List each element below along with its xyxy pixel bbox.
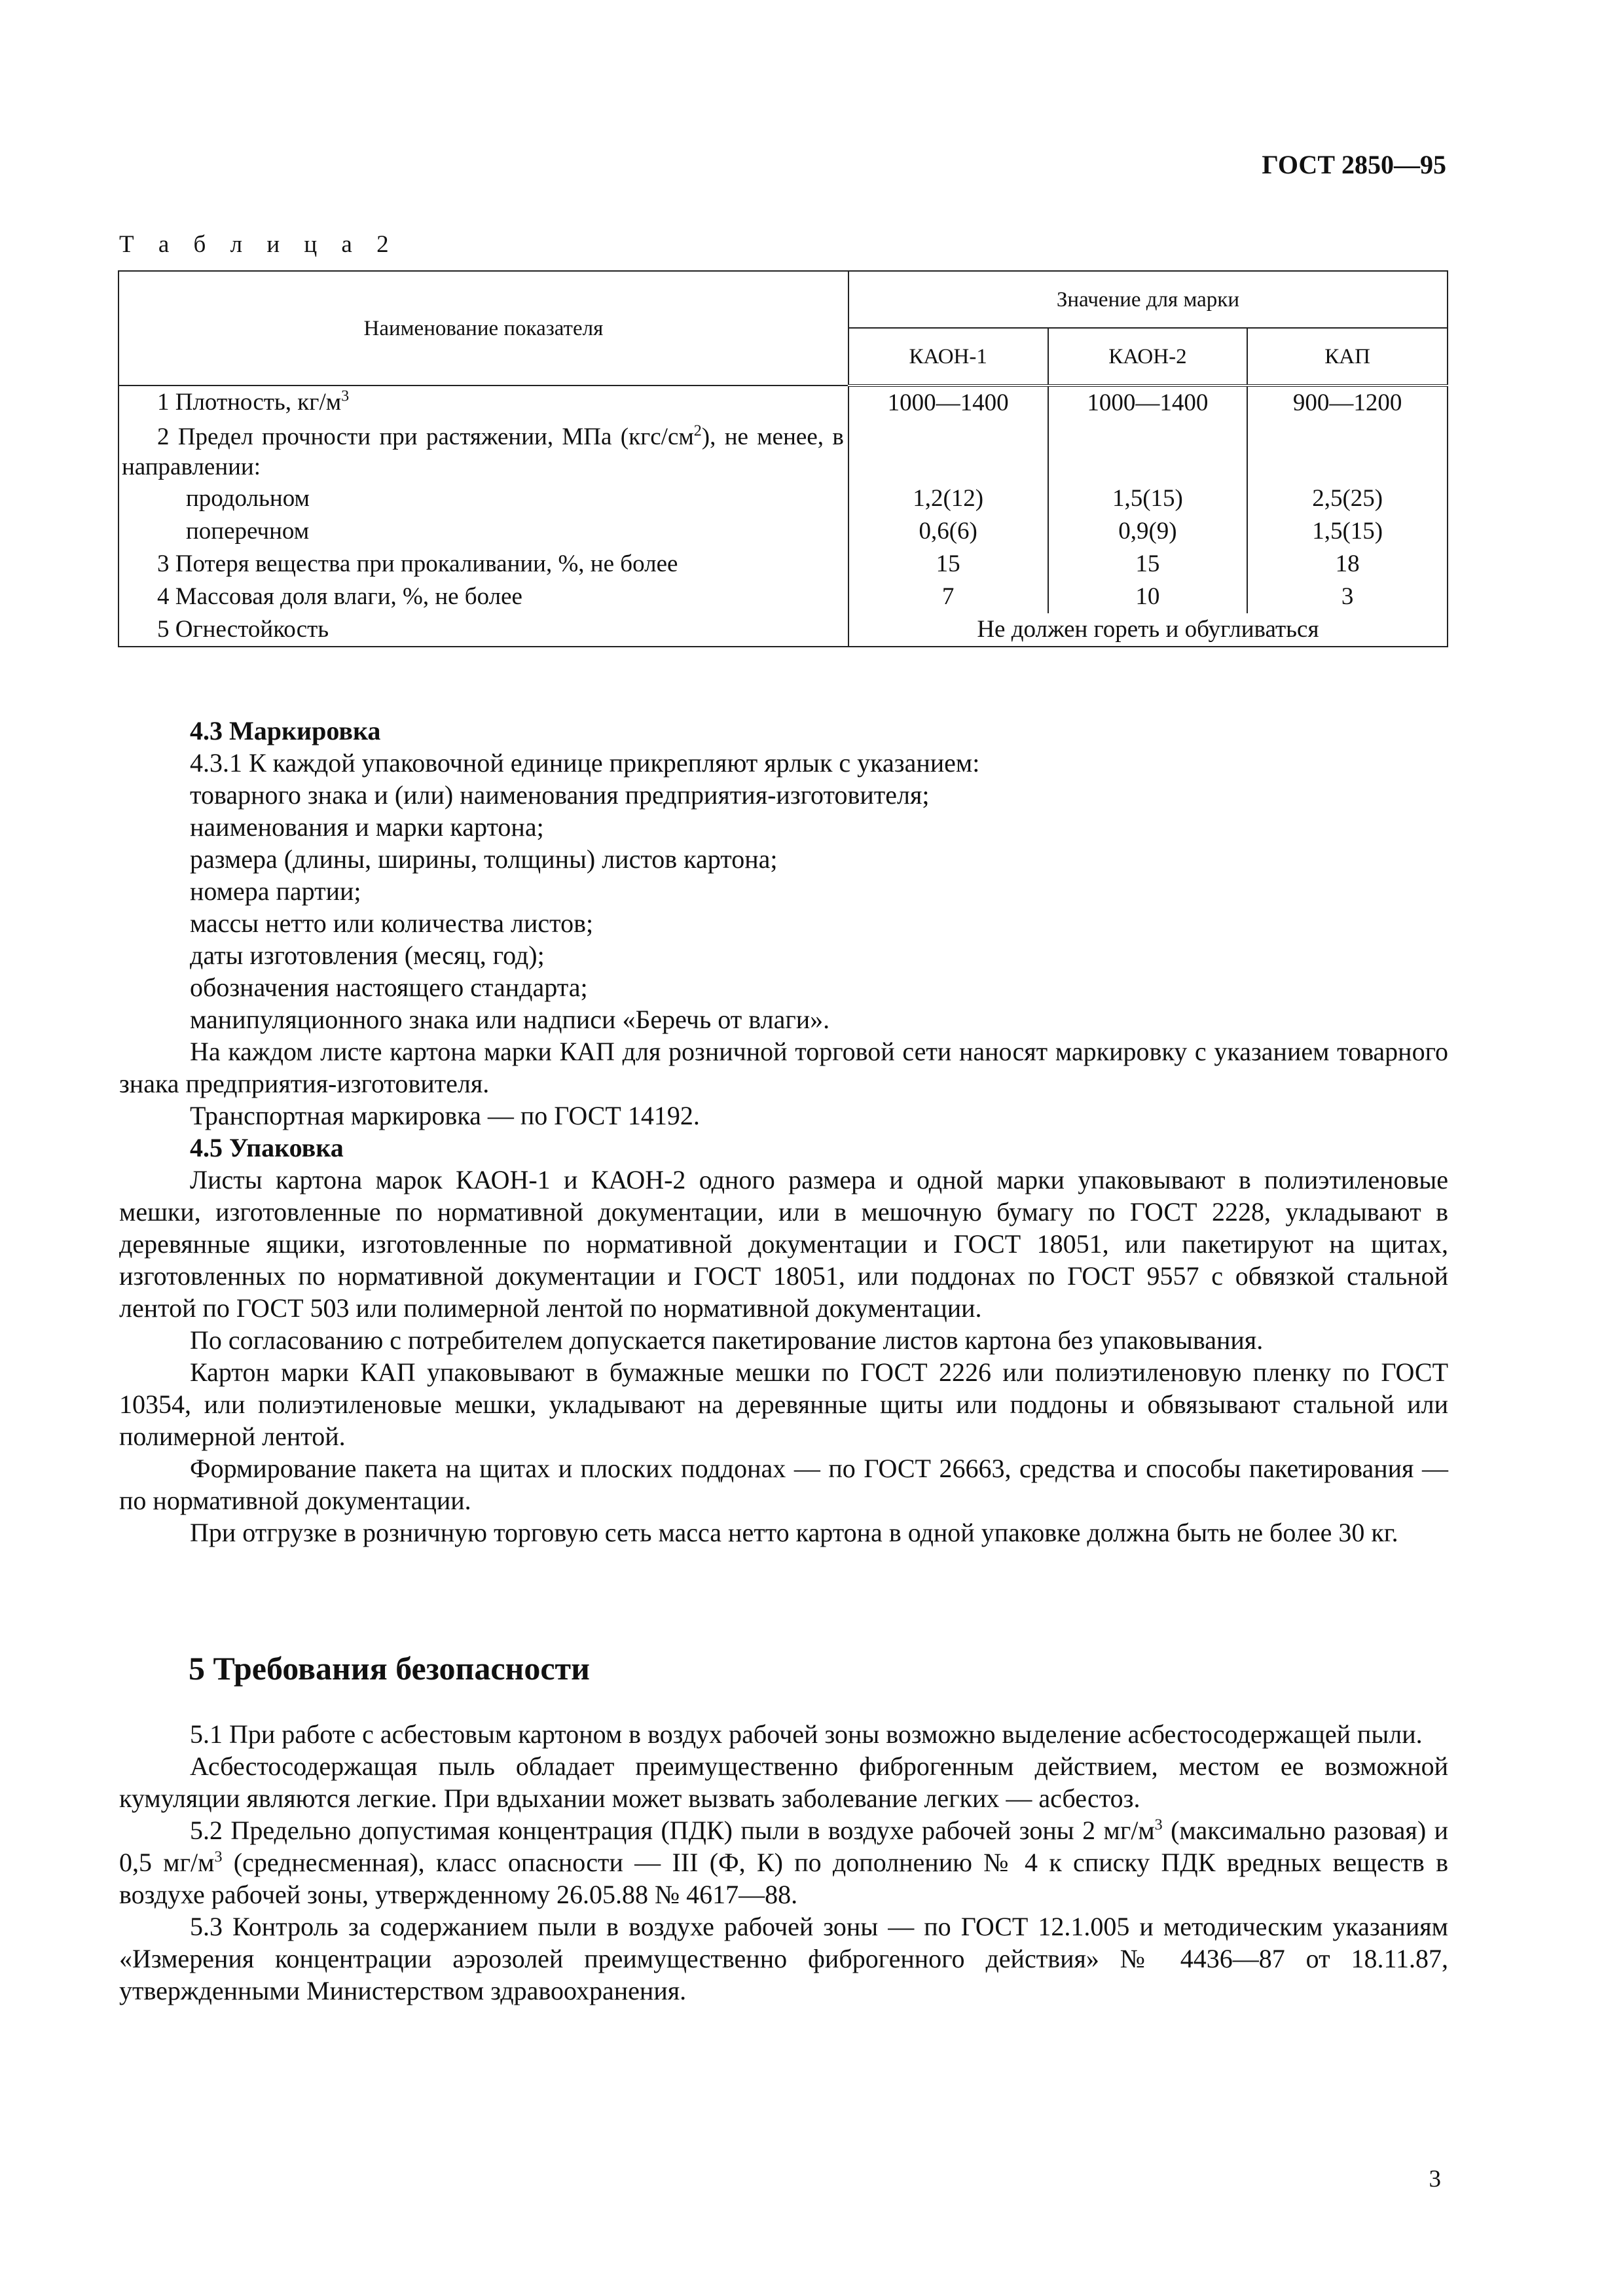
document-standard-number: ГОСТ 2850—95 bbox=[1262, 150, 1446, 179]
cell-value: 15 bbox=[848, 548, 1048, 581]
safety-paragraph-pdk: 5.2 Предельно допустимая концентрация (ПДК) пыли в воздухе рабочей зоны 2 $мг/м^3$ (максимально разовая) и 0,5 $мг/м^3$ (среднесменная), класс опасности — III (Ф, К) по дополнению № 4 к списку ПДК вредных веществ в воздухе рабочей зоны, утвержденному 26.05.88 № 4617—88. bbox=[119, 1816, 1448, 1909]
safety-section bbox=[119, 1718, 1448, 2007]
cell-value: 1000—1400 bbox=[848, 386, 1048, 422]
row-label: 3 Потеря вещества при прокаливании, %, не более bbox=[119, 548, 848, 581]
column-header-grade: КАОН-1 bbox=[848, 328, 1048, 386]
table-row bbox=[119, 422, 1448, 482]
cell-value bbox=[848, 422, 1048, 482]
cell-value: 10 bbox=[1048, 581, 1248, 613]
packing-paragraph: Картон марки КАП упаковывают в бумажные мешки по ГОСТ 2226 или полиэтиленовую пленку по ГОСТ 10354, или полиэтиленовые мешки, укладывают на деревянные щиты или поддоны и обвязывают стальной или полимерной лентой. bbox=[119, 1357, 1448, 1451]
table-row bbox=[119, 515, 1448, 548]
marking-list-item: манипуляционного знака или надписи «Беречь от влаги». bbox=[190, 1005, 830, 1034]
table-row bbox=[119, 581, 1448, 613]
packing-paragraph: При отгрузке в розничную торговую сеть масса нетто картона в одной упаковке должна быть не более 30 кг. bbox=[190, 1518, 1398, 1547]
cell-value bbox=[1048, 422, 1248, 482]
marking-list-item: обозначения настоящего стандарта; bbox=[190, 973, 588, 1002]
safety-paragraph: Асбестосодержащая пыль обладает преимущественно фиброгенным действием, местом ее возможной кумуляции являются легкие. При вдыхании может вызвать заболевание легких — асбестоз. bbox=[119, 1751, 1448, 1813]
marking-kap-paragraph: На каждом листе картона марки КАП для розничной торговой сети наносят маркировку с указанием товарного знака предприятия-изготовителя. bbox=[119, 1037, 1448, 1098]
packing-paragraph: Листы картона марок КАОН-1 и КАОН-2 одного размера и одной марки упаковывают в полиэтиленовые мешки, изготовленные по нормативной документации, или в мешочную бумагу по ГОСТ 2228, укладывают в деревянные ящики, изготовленные по нормативной документации и ГОСТ 18051, или пакетируют на щитах, изготовленных по нормативной документации и ГОСТ 18051, или поддонах по ГОСТ 9557 с обвязкой стальной лентой по ГОСТ 503 или полимерной лентой по нормативной документации. bbox=[119, 1165, 1448, 1323]
marking-intro: 4.3.1 К каждой упаковочной единице прикрепляют ярлык с указанием: bbox=[190, 748, 980, 778]
cell-value: 1,5(15) bbox=[1048, 482, 1248, 515]
cell-value: 1000—1400 bbox=[1048, 386, 1248, 422]
row-label: продольном bbox=[119, 482, 848, 515]
merged-cell-value: Не должен гореть и обугливаться bbox=[848, 613, 1448, 647]
packing-paragraph: По согласованию с потребителем допускается пакетирование листов картона без упаковывания. bbox=[190, 1325, 1264, 1355]
table-row bbox=[119, 482, 1448, 515]
marking-list-item: размера (длины, ширины, толщины) листов картона; bbox=[190, 844, 778, 874]
cell-value: 900—1200 bbox=[1247, 386, 1448, 422]
cell-value bbox=[1247, 422, 1448, 482]
column-group-header: Значение для марки bbox=[848, 271, 1448, 328]
row-label: 5 Огнестойкость bbox=[119, 613, 848, 647]
cell-value: 7 bbox=[848, 581, 1048, 613]
marking-transport-paragraph: Транспортная маркировка — по ГОСТ 14192. bbox=[190, 1101, 700, 1130]
row-label: 1 Плотность, $кг/м^3$ bbox=[119, 386, 848, 422]
cell-value: 0,9(9) bbox=[1048, 515, 1248, 548]
cell-value: 1,5(15) bbox=[1247, 515, 1448, 548]
marking-list-item: номера партии; bbox=[190, 876, 361, 906]
cell-value: 2,5(25) bbox=[1247, 482, 1448, 515]
cell-value: 0,6(6) bbox=[848, 515, 1048, 548]
page-number: 3 bbox=[1429, 2166, 1441, 2193]
section-title-safety: 5 Требования безопасности bbox=[189, 1650, 590, 1687]
marking-list-item: товарного знака и (или) наименования предприятия-изготовителя; bbox=[190, 780, 930, 810]
marking-and-packing-section bbox=[119, 715, 1448, 1549]
packing-paragraph: Формирование пакета на щитах и плоских поддонах — по ГОСТ 26663, средства и способы пакетирования — по нормативной документации. bbox=[119, 1454, 1448, 1515]
table-row bbox=[119, 613, 1448, 647]
cell-value: 3 bbox=[1247, 581, 1448, 613]
properties-table bbox=[118, 270, 1448, 647]
cell-value: 1,2(12) bbox=[848, 482, 1048, 515]
table-row bbox=[119, 386, 1448, 422]
packing-heading: 4.5 Упаковка bbox=[190, 1133, 344, 1162]
marking-list-item: даты изготовления (месяц, год); bbox=[190, 941, 545, 970]
safety-paragraph: 5.1 При работе с асбестовым картоном в воздух рабочей зоны возможно выделение асбестосодержащей пыли. bbox=[190, 1719, 1423, 1749]
cell-value: 18 bbox=[1247, 548, 1448, 581]
cell-value: 15 bbox=[1048, 548, 1248, 581]
marking-list-item: наименования и марки картона; bbox=[190, 812, 544, 842]
row-label: поперечном bbox=[119, 515, 848, 548]
column-header-grade: КАОН-2 bbox=[1048, 328, 1248, 386]
table-row bbox=[119, 548, 1448, 581]
column-header-name: Наименование показателя bbox=[119, 271, 848, 386]
column-header-grade: КАП bbox=[1247, 328, 1448, 386]
row-label: 4 Массовая доля влаги, %, не более bbox=[119, 581, 848, 613]
row-label: 2 Предел прочности при растяжении, МПа $(кгс/см^2)$, не менее, в направлении: bbox=[119, 422, 848, 482]
table-caption: Т а б л и ц а 2 bbox=[119, 231, 398, 258]
marking-heading: 4.3 Маркировка bbox=[190, 716, 381, 745]
safety-paragraph: 5.3 Контроль за содержанием пыли в воздухе рабочей зоны — по ГОСТ 12.1.005 и методическим указаниям «Измерения концентрации аэрозолей преимущественно фиброгенного действия» № 4436—87 от 18.11.87, утвержденными Министерством здравоохранения. bbox=[119, 1912, 1448, 2005]
marking-list-item: массы нетто или количества листов; bbox=[190, 908, 594, 938]
